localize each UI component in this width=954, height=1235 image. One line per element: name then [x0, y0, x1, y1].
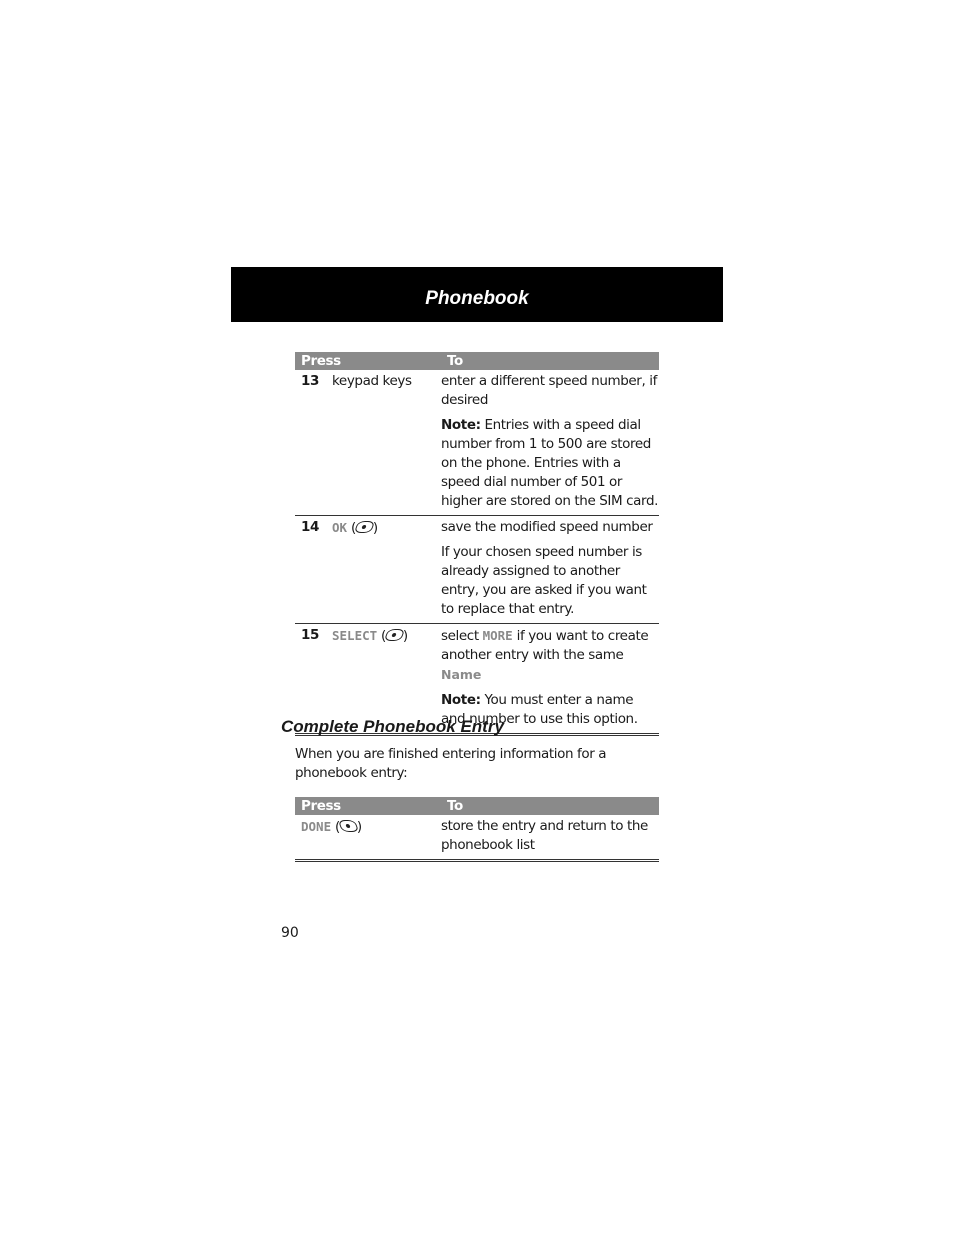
section-intro: When you are finished entering information for a phonebook entry:: [295, 746, 607, 781]
action-text: select: [441, 628, 483, 644]
step-number: 13: [295, 370, 332, 516]
step-number: 14: [295, 516, 332, 624]
complete-entry-table: [295, 797, 659, 862]
step-action: enter a different speed number, if desired: [441, 373, 657, 408]
note-text: You must enter a name and number to use this option.: [441, 692, 638, 727]
column-header-to: To: [441, 797, 659, 815]
table-header-row: [295, 352, 659, 370]
step-key: DONE ( ): [295, 815, 441, 861]
note-text: Entries with a speed dial number from 1 to 500 are stored on the phone. Entries with a speed dial number of 501 or higher are stored on the SIM card.: [441, 417, 659, 509]
table-row: [295, 516, 659, 624]
soft-key-label: SELECT: [332, 628, 378, 643]
page-title: Phonebook: [425, 288, 529, 309]
page-header: [231, 267, 723, 322]
step-action: [441, 626, 659, 685]
step-key: SELECT ( ): [332, 624, 441, 735]
left-soft-key-icon: [338, 820, 359, 832]
column-header-press: Press: [295, 797, 441, 815]
more-option-label: MORE: [482, 628, 513, 643]
soft-key-label: DONE: [301, 819, 332, 834]
table-header-row: [295, 797, 659, 815]
step-description: [441, 815, 659, 861]
table-row: [295, 815, 659, 861]
step-detail: If your chosen speed number is already assigned to another entry, you are asked if you want to replace that entry.: [441, 544, 647, 617]
name-field-label: Name: [441, 667, 482, 682]
column-header-to: To: [441, 352, 659, 370]
soft-key-label: OK: [332, 520, 348, 535]
note-label: Note:: [441, 692, 481, 708]
right-soft-key-icon: [354, 521, 375, 533]
step-description: [441, 370, 659, 516]
step-note: [441, 416, 659, 511]
step-description: [441, 516, 659, 624]
section-title: Complete Phonebook Entry: [281, 717, 504, 736]
table-row: [295, 370, 659, 516]
speed-dial-steps-table: [295, 352, 659, 736]
column-header-press: Press: [295, 352, 441, 370]
step-key: OK ( ): [332, 516, 441, 624]
step-action: save the modified speed number: [441, 519, 653, 535]
step-number: 15: [295, 624, 332, 735]
note-label: Note:: [441, 417, 481, 433]
right-soft-key-icon: [384, 629, 405, 641]
page-number: 90: [281, 925, 299, 941]
action-text: if you want to create another entry with the same: [441, 628, 649, 663]
step-key: keypad keys: [332, 370, 441, 516]
step-action: store the entry and return to the phonebook list: [441, 818, 648, 853]
